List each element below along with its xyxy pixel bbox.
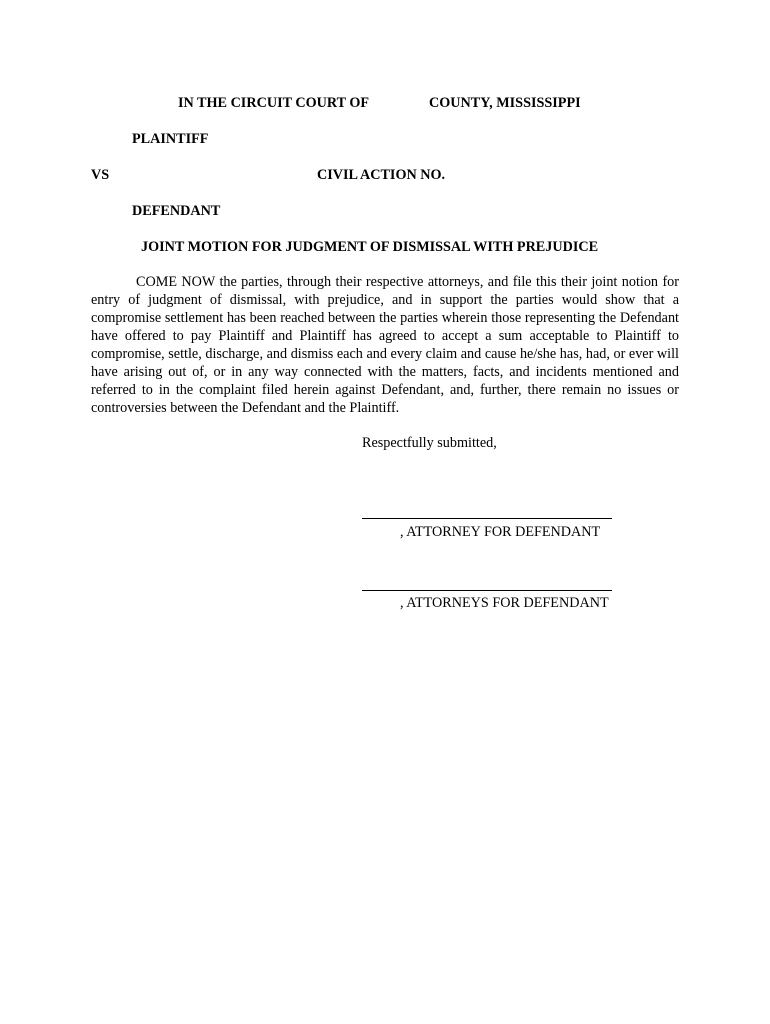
signature-line-1: [362, 518, 612, 519]
civil-action-label: CIVIL ACTION NO.: [317, 167, 446, 183]
court-heading-left: IN THE CIRCUIT COURT OF: [178, 95, 370, 111]
document-title: JOINT MOTION FOR JUDGMENT OF DISMISSAL WITH PREJUDICE: [141, 239, 599, 255]
court-heading-right: COUNTY, MISSISSIPPI: [429, 95, 581, 111]
signature-line-2: [362, 590, 612, 591]
signature-label-1: , ATTORNEY FOR DEFENDANT: [400, 524, 601, 540]
plaintiff-label: PLAINTIFF: [132, 131, 209, 147]
closing-text: Respectfully submitted,: [362, 435, 497, 451]
versus-label: VS: [91, 167, 110, 183]
defendant-label: DEFENDANT: [132, 203, 221, 219]
motion-body-paragraph: COME NOW the parties, through their respective attorneys, and file this their joint notion for entry of judgment of dismissal, with prejudice, and in support the parties would show that a compromise settlement has been reached between the parties wherein those representing the Defendant have offered to pay Plaintiff and Plaintiff has agreed to accept a sum acceptable to Plaintiff to compromise, settle, discharge, and dismiss each and every claim and cause he/she has, had, or ever will have arising out of, or in any way connected with the matters, facts, and incidents mentioned and referred to in the complaint filed herein against Defendant, and, further, there remain no issues or controversies between the Defendant and the Plaintiff.: [91, 274, 679, 416]
signature-label-2: , ATTORNEYS FOR DEFENDANT: [400, 595, 609, 611]
